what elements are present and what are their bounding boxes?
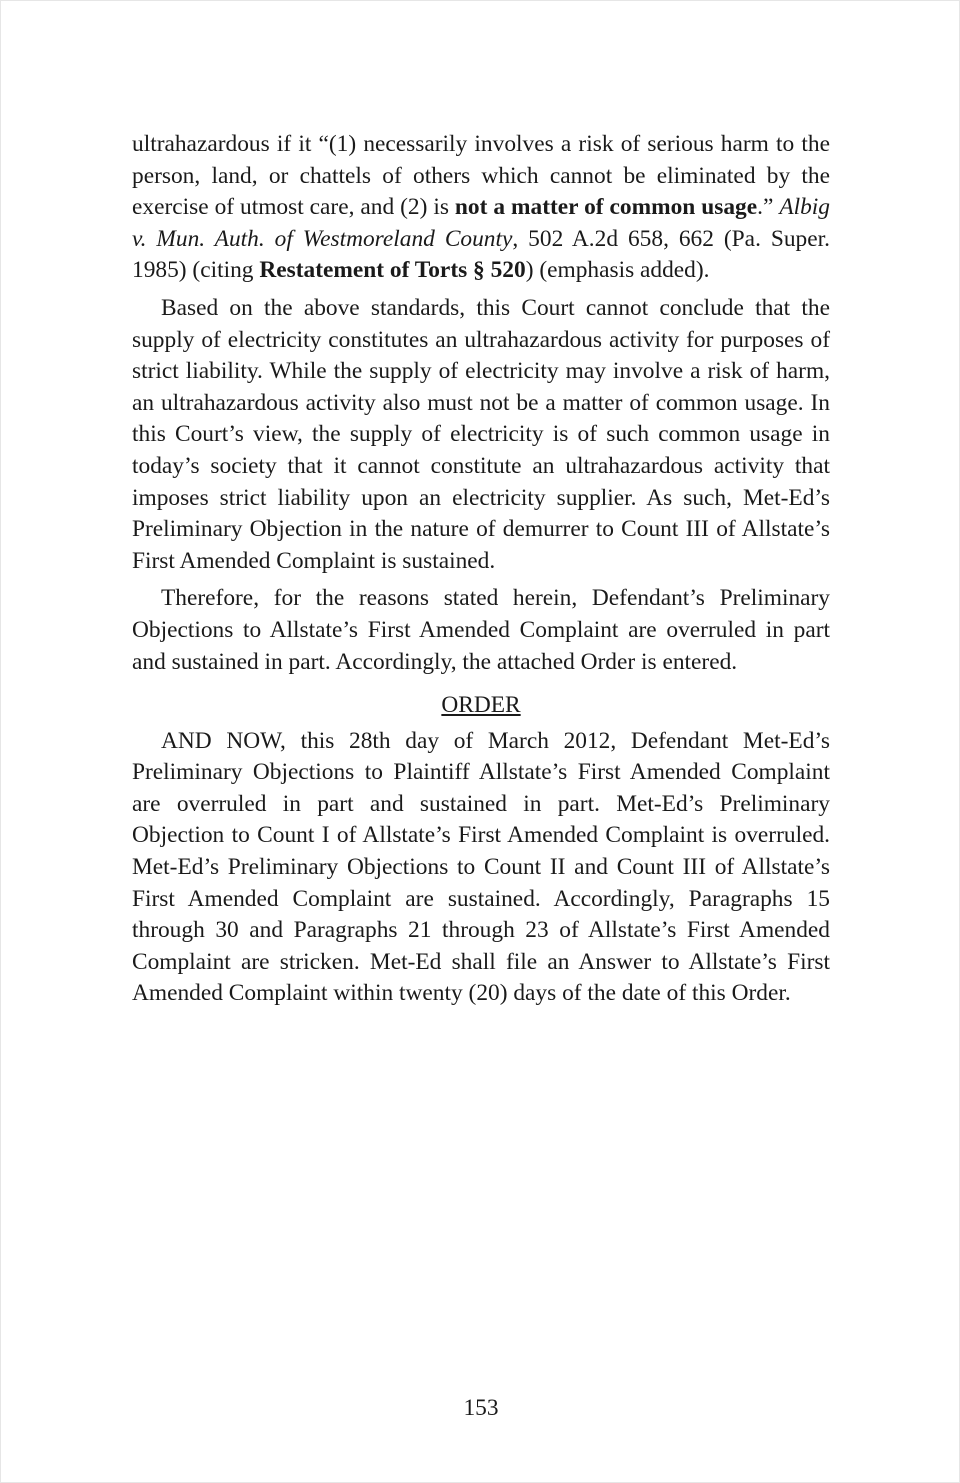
emphasis-common-usage: not a matter of common usage xyxy=(454,194,758,221)
paragraph-text: ultrahazardous if it “(1) necessarily involves a risk of serious harm to the person, land, or chattels of others which cannot be eliminated by the exercise of utmost care, and (2) is xyxy=(132,131,830,221)
page-number: 153 xyxy=(463,1395,499,1421)
paragraph-text: .” xyxy=(757,194,780,221)
paragraph-court-conclusion: Based on the above standards, this Court cannot conclude that the supply of electricity constitutes an ultrahazardous activity for purposes of strict liability. While the supply of electricity may involve a risk of harm, an ultrahazardous activity also must not be a matter of common usage. In this Court’s view, the supply of electricity is of such common usage in today’s society that it cannot constitute an ultrahazardous activity that imposes strict liability upon an electricity supplier. As such, Met-Ed’s Preliminary Objection in the nature of demurrer to Count III of Allstate’s First Amended Complaint is sustained. xyxy=(132,294,830,574)
paragraph-ultrahazardous-definition xyxy=(132,129,830,287)
restatement-citation: Restatement of Torts § 520 xyxy=(259,257,526,284)
paragraph-therefore: Therefore, for the reasons stated herein, Defendant’s Preliminary Objections to Allstate’s First Amended Complaint are overruled in part and sustained in part. Accordingly, the attached Order is entered. xyxy=(132,585,830,675)
page-body xyxy=(132,129,830,1016)
order-heading: ORDER xyxy=(441,692,521,719)
order-paragraph: AND NOW, this 28th day of March 2012, Defendant Met-Ed’s Preliminary Objections to Plaintiff Allstate’s First Amended Complaint are overruled in part and sustained in part. Met-Ed’s Preliminary Objection to Count I of Allstate’s First Amended Complaint is overruled. Met-Ed’s Preliminary Objections to Count II and Count III of Allstate’s First Amended Complaint are sustained. Accordingly, Paragraphs 15 through 30 and Paragraphs 21 through 23 of Allstate’s First Amended Complaint are stricken. Met-Ed shall file an Answer to Allstate’s First Amended Complaint within twenty (20) days of the date of this Order. xyxy=(132,727,830,1007)
case-citation: Albig v. Mun. Auth. of Westmoreland County xyxy=(132,194,830,252)
paragraph-text: , 502 A.2d 658, 662 (Pa. Super. 1985) (citing xyxy=(132,225,830,284)
paragraph-text: ) (emphasis added). xyxy=(525,257,710,284)
